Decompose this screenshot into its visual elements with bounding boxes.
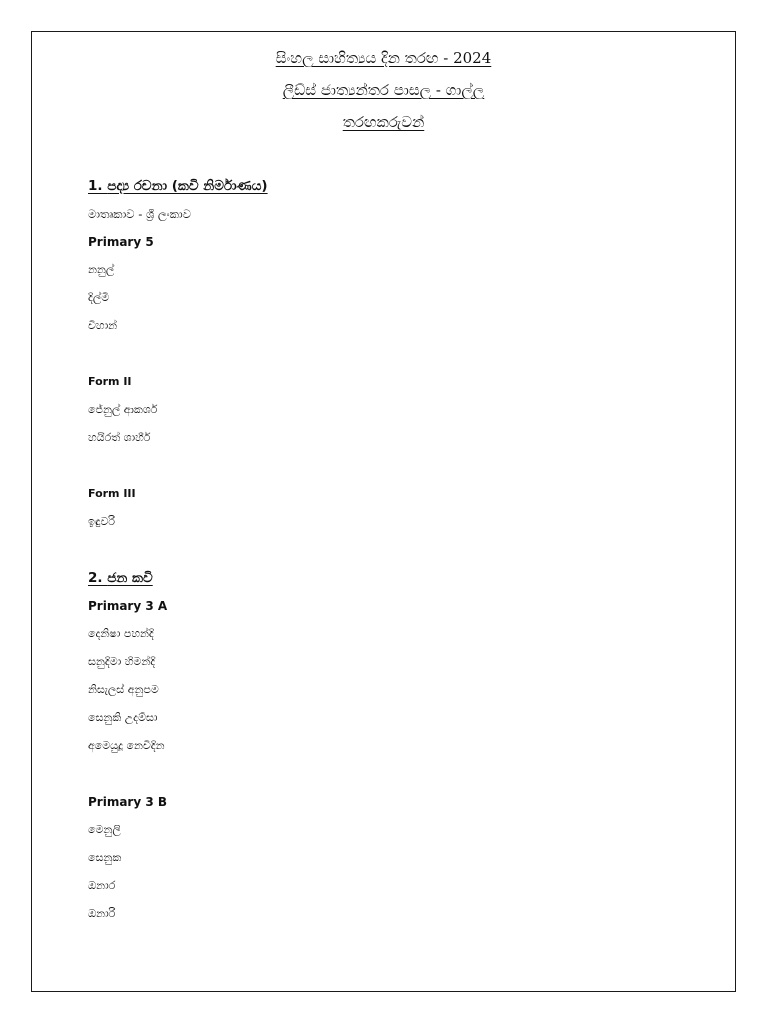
participant-name: ඔනාර	[88, 879, 116, 892]
participant-name: ජේනුල් ආකර්ශ	[88, 403, 158, 416]
participants-heading: තරඟකරුවන්	[342, 113, 425, 131]
participant-name: නිසැලස් අනුපම	[88, 683, 159, 696]
document-header	[32, 42, 735, 138]
section-title-folk-poetry	[88, 564, 688, 592]
participant-name: මෙනුලි	[88, 823, 121, 836]
group-label: Form II	[88, 375, 132, 388]
participant-name: විහාන්	[88, 319, 118, 332]
participant-name: ඔනාරි	[88, 907, 116, 920]
participant-name: නනුල්	[88, 263, 115, 276]
section-title-text: ජන කවි	[107, 570, 153, 586]
document-page	[31, 31, 736, 992]
school-name: ලීඩ්ස් ජාත්‍යන්තර පාසල - ගාල්ල	[282, 81, 485, 99]
section-title-text: පද්‍ය රචනා (කවි නිර්මාණය)	[107, 178, 268, 194]
participant-name: ඉඳුවරි	[88, 515, 116, 528]
participant-name: දෙනිෂා පහන්දි	[88, 627, 154, 640]
section-title-poetry	[88, 172, 688, 200]
spacer	[88, 340, 688, 368]
spacer	[88, 760, 688, 788]
participant-name: සනුදිමා හිමන්දි	[88, 655, 156, 668]
participant-name: සෙනුකි උදම්සා	[88, 711, 158, 724]
document-content	[88, 172, 688, 928]
participant-name: අමෙයුදූ නෙවිදින	[88, 739, 165, 752]
competition-title: සිංහල සාහිත්‍යය දින තරඟ - 2024	[275, 49, 492, 67]
participant-name: හයිරත් ශාහීර්	[88, 431, 151, 444]
group-label: Primary 3 B	[88, 795, 168, 809]
group-label: Form III	[88, 487, 136, 500]
spacer	[88, 452, 688, 480]
group-label: Primary 5	[88, 235, 154, 249]
section-number: 2.	[88, 570, 103, 586]
group-label: Primary 3 A	[88, 599, 168, 613]
section-number: 1.	[88, 178, 103, 194]
participant-name: දිල්මි	[88, 291, 110, 304]
participant-name: සෙනුක	[88, 851, 122, 864]
spacer	[88, 536, 688, 564]
section-topic: මාතෘකාව - ශ්‍රී ලංකාව	[88, 207, 191, 221]
